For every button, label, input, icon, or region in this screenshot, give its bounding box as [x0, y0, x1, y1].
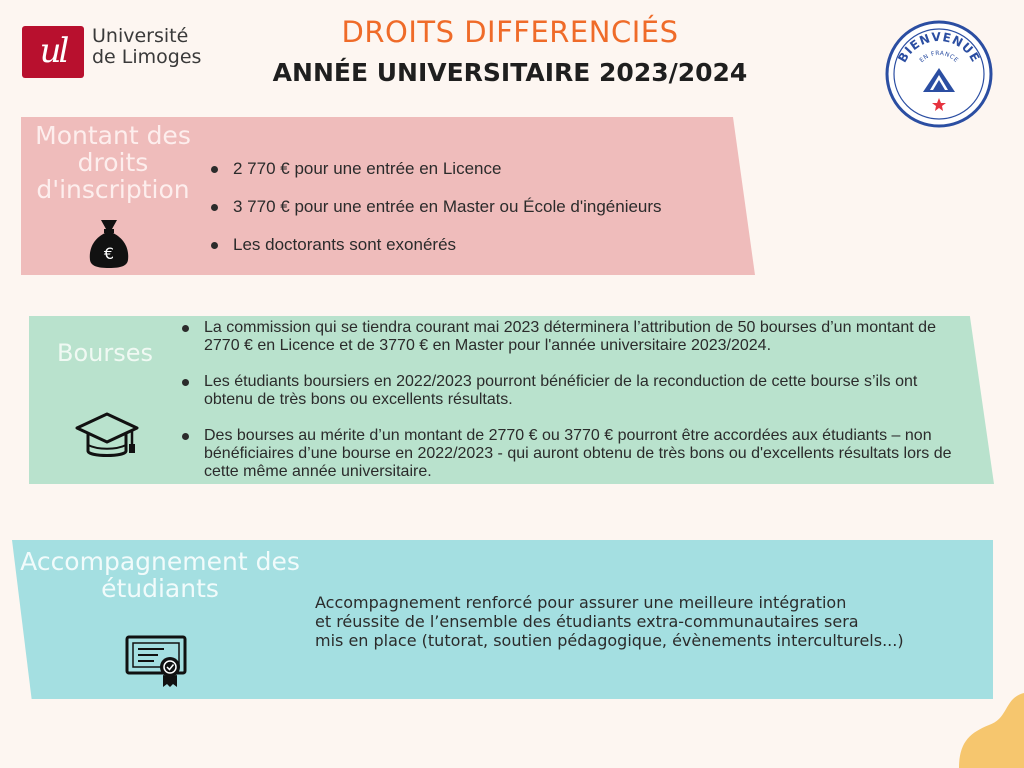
- logo-line-1: Université: [92, 25, 189, 47]
- list-item: Des bourses au mérite d’un montant de 2770 € ou 3770 € pourront être accordées aux étudiants – non bénéficiaires d’une bourse en 2022/2023 - qui auront obtenu de très bons ou d'excellents résultats lors de cette même année universitaire.: [180, 427, 970, 481]
- badge-text-inner: EN FRANCE: [918, 49, 960, 65]
- university-logo-mark: ul: [22, 26, 84, 78]
- list-item: La commission qui se tiendra courant mai 2023 déterminera l’attribution de 50 bourses d’un montant de 2770 € en Licence et de 3770 € en Master pour l'année universitaire 2023/2024.: [180, 319, 970, 355]
- bienvenue-en-france-badge-icon: [885, 20, 993, 128]
- logo-line-2: de Limoges: [92, 46, 202, 68]
- fees-section-title: Montant des droits d'inscription: [35, 121, 191, 204]
- fees-list: [209, 158, 749, 272]
- list-item: 3 770 € pour une entrée en Master ou École d'ingénieurs: [209, 196, 749, 218]
- money-bag-euro-icon: [87, 218, 131, 270]
- page-subtitle: ANNÉE UNIVERSITAIRE 2023/2024: [272, 58, 748, 87]
- support-line-3: mis en place (tutorat, soutien pédagogique, évènements interculturels...): [315, 631, 904, 650]
- support-section-title: Accompagnement des étudiants: [20, 547, 300, 603]
- decorative-corner-shape: [934, 693, 1024, 768]
- support-line-2: et réussite de l’ensemble des étudiants extra-communautaires sera: [315, 612, 859, 631]
- list-item: Les étudiants boursiers en 2022/2023 pourront bénéficier de la reconduction de cette bourse s’ils ont obtenu de très bons ou excellents résultats.: [180, 373, 970, 409]
- list-item: Les doctorants sont exonérés: [209, 234, 749, 256]
- certificate-icon: [124, 633, 188, 689]
- page-title: DROITS DIFFERENCIÉS: [341, 15, 679, 49]
- list-item: 2 770 € pour une entrée en Licence: [209, 158, 749, 180]
- support-line-1: Accompagnement renforcé pour assurer une meilleure intégration: [315, 593, 847, 612]
- support-description: [315, 593, 975, 650]
- graduation-cap-icon: [74, 411, 140, 463]
- badge-text-top: BIENVENUE: [895, 29, 983, 65]
- svg-text:€: €: [103, 244, 115, 263]
- scholarships-list: [180, 319, 970, 499]
- scholarships-section-title: Bourses: [57, 339, 153, 367]
